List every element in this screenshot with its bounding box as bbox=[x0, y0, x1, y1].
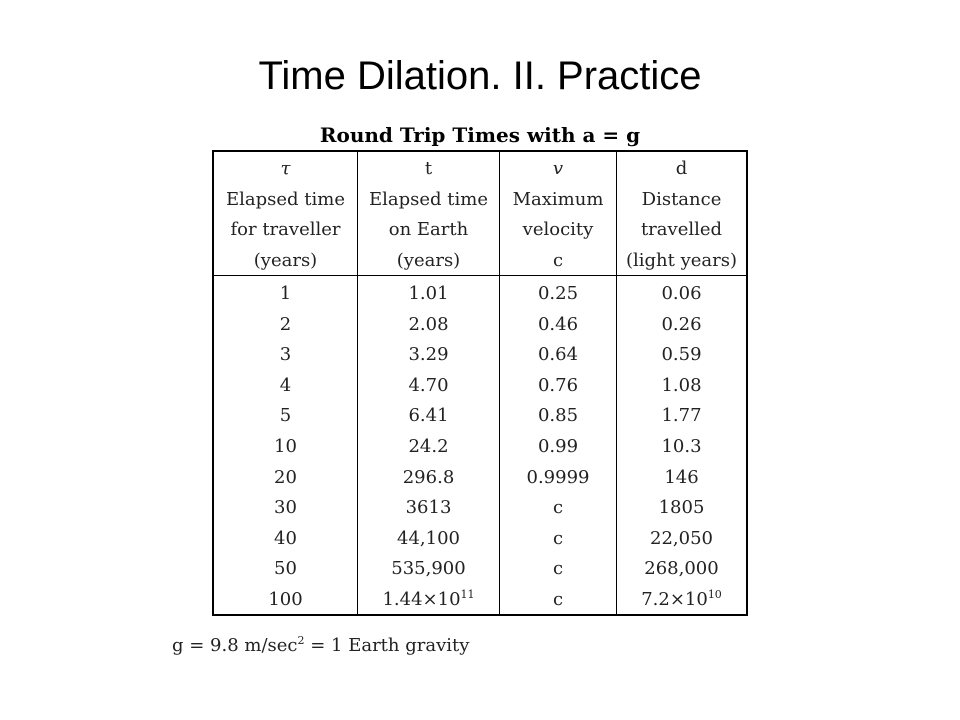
table-cell: 24.2 bbox=[408, 435, 449, 457]
table-cell: 3 bbox=[279, 344, 292, 366]
column-symbol: τ bbox=[280, 158, 291, 179]
table-cell-scientific bbox=[382, 585, 474, 616]
column-tau bbox=[214, 152, 357, 614]
table-cell: 30 bbox=[274, 497, 297, 519]
table-cell: 20 bbox=[274, 466, 297, 488]
column-header-line: (years) bbox=[396, 249, 461, 271]
table-cell: 1.08 bbox=[661, 374, 702, 396]
table-cell: 44,100 bbox=[397, 527, 460, 549]
data-table bbox=[212, 150, 748, 616]
column-header-line: velocity bbox=[522, 219, 594, 240]
table-cell: 2 bbox=[279, 313, 292, 335]
table-cell: c bbox=[552, 588, 564, 610]
column-header-line: on Earth bbox=[388, 219, 469, 240]
column-body bbox=[214, 276, 357, 616]
column-header bbox=[500, 152, 616, 276]
table-cell: 535,900 bbox=[391, 558, 466, 580]
footnote bbox=[172, 633, 469, 659]
footnote-exponent: 2 bbox=[297, 634, 305, 647]
table-cell: 0.59 bbox=[661, 344, 702, 366]
column-header-line: (years) bbox=[253, 249, 318, 271]
column-header-line: Elapsed time bbox=[369, 188, 488, 210]
column-header bbox=[214, 152, 357, 276]
column-header-line: Maximum bbox=[512, 188, 604, 210]
exponent: 11 bbox=[460, 587, 475, 601]
column-symbol: t bbox=[424, 158, 433, 179]
table-cell: 4 bbox=[279, 374, 292, 396]
column-body bbox=[617, 276, 746, 616]
mantissa: 1.44×10 bbox=[382, 588, 461, 610]
table-cell: 6.41 bbox=[408, 405, 449, 427]
column-velocity bbox=[499, 152, 616, 614]
column-header-line: c bbox=[552, 249, 564, 271]
column-header-line: travelled bbox=[640, 219, 723, 240]
table-cell: 3613 bbox=[405, 497, 452, 519]
table-cell: 100 bbox=[268, 588, 303, 610]
table-cell: 0.9999 bbox=[526, 466, 590, 488]
table-cell: 0.46 bbox=[537, 313, 579, 335]
column-header bbox=[358, 152, 499, 276]
table-cell: 50 bbox=[274, 558, 297, 580]
table-cell: 1 bbox=[279, 283, 292, 304]
footnote-prefix: g = 9.8 m/sec bbox=[172, 635, 298, 656]
table-cell: 40 bbox=[274, 527, 297, 549]
table-cell: c bbox=[552, 558, 564, 580]
column-body bbox=[500, 276, 616, 616]
table-cell: 1.01 bbox=[408, 283, 449, 304]
table-cell: 0.76 bbox=[537, 374, 579, 396]
table-cell-scientific bbox=[641, 585, 722, 616]
table-cell: 1.77 bbox=[661, 405, 702, 427]
column-header bbox=[617, 152, 746, 276]
column-header-line: (light years) bbox=[625, 249, 738, 271]
table-cell: 0.25 bbox=[537, 283, 579, 304]
column-header-line: Distance bbox=[641, 188, 722, 210]
column-header-line: Elapsed time bbox=[226, 188, 345, 210]
table-cell: 0.06 bbox=[661, 283, 702, 304]
table-cell: 146 bbox=[664, 466, 699, 488]
column-earth-time bbox=[357, 152, 499, 614]
mantissa: 7.2×10 bbox=[641, 588, 708, 610]
column-symbol: v bbox=[552, 158, 564, 179]
table-cell: 2.08 bbox=[408, 313, 449, 335]
table-title: Round Trip Times with a = g bbox=[319, 123, 641, 147]
column-symbol: d bbox=[675, 158, 688, 179]
footnote-suffix: = 1 Earth gravity bbox=[304, 635, 470, 656]
table-cell: 268,000 bbox=[644, 558, 719, 580]
column-body bbox=[358, 276, 499, 616]
table-cell: 0.64 bbox=[537, 344, 579, 366]
column-header-line: for traveller bbox=[230, 219, 341, 240]
table-cell: 0.99 bbox=[537, 435, 579, 457]
table-cell: 10 bbox=[274, 435, 297, 457]
column-distance bbox=[616, 152, 746, 614]
table-cell: 5 bbox=[279, 405, 292, 427]
table-cell: 0.26 bbox=[661, 313, 702, 335]
exponent: 10 bbox=[707, 587, 722, 601]
table-cell: 22,050 bbox=[650, 527, 713, 549]
table-cell: 3.29 bbox=[408, 344, 449, 366]
table-cell: c bbox=[552, 527, 564, 549]
table-cell: 1805 bbox=[658, 497, 705, 519]
table-cell: 296.8 bbox=[402, 466, 455, 488]
slide-title: Time Dilation. II. Practice bbox=[258, 54, 702, 98]
table-cell: 10.3 bbox=[661, 435, 702, 457]
table-cell: 4.70 bbox=[408, 374, 449, 396]
table-cell: 0.85 bbox=[537, 405, 579, 427]
table-cell: c bbox=[552, 497, 564, 519]
